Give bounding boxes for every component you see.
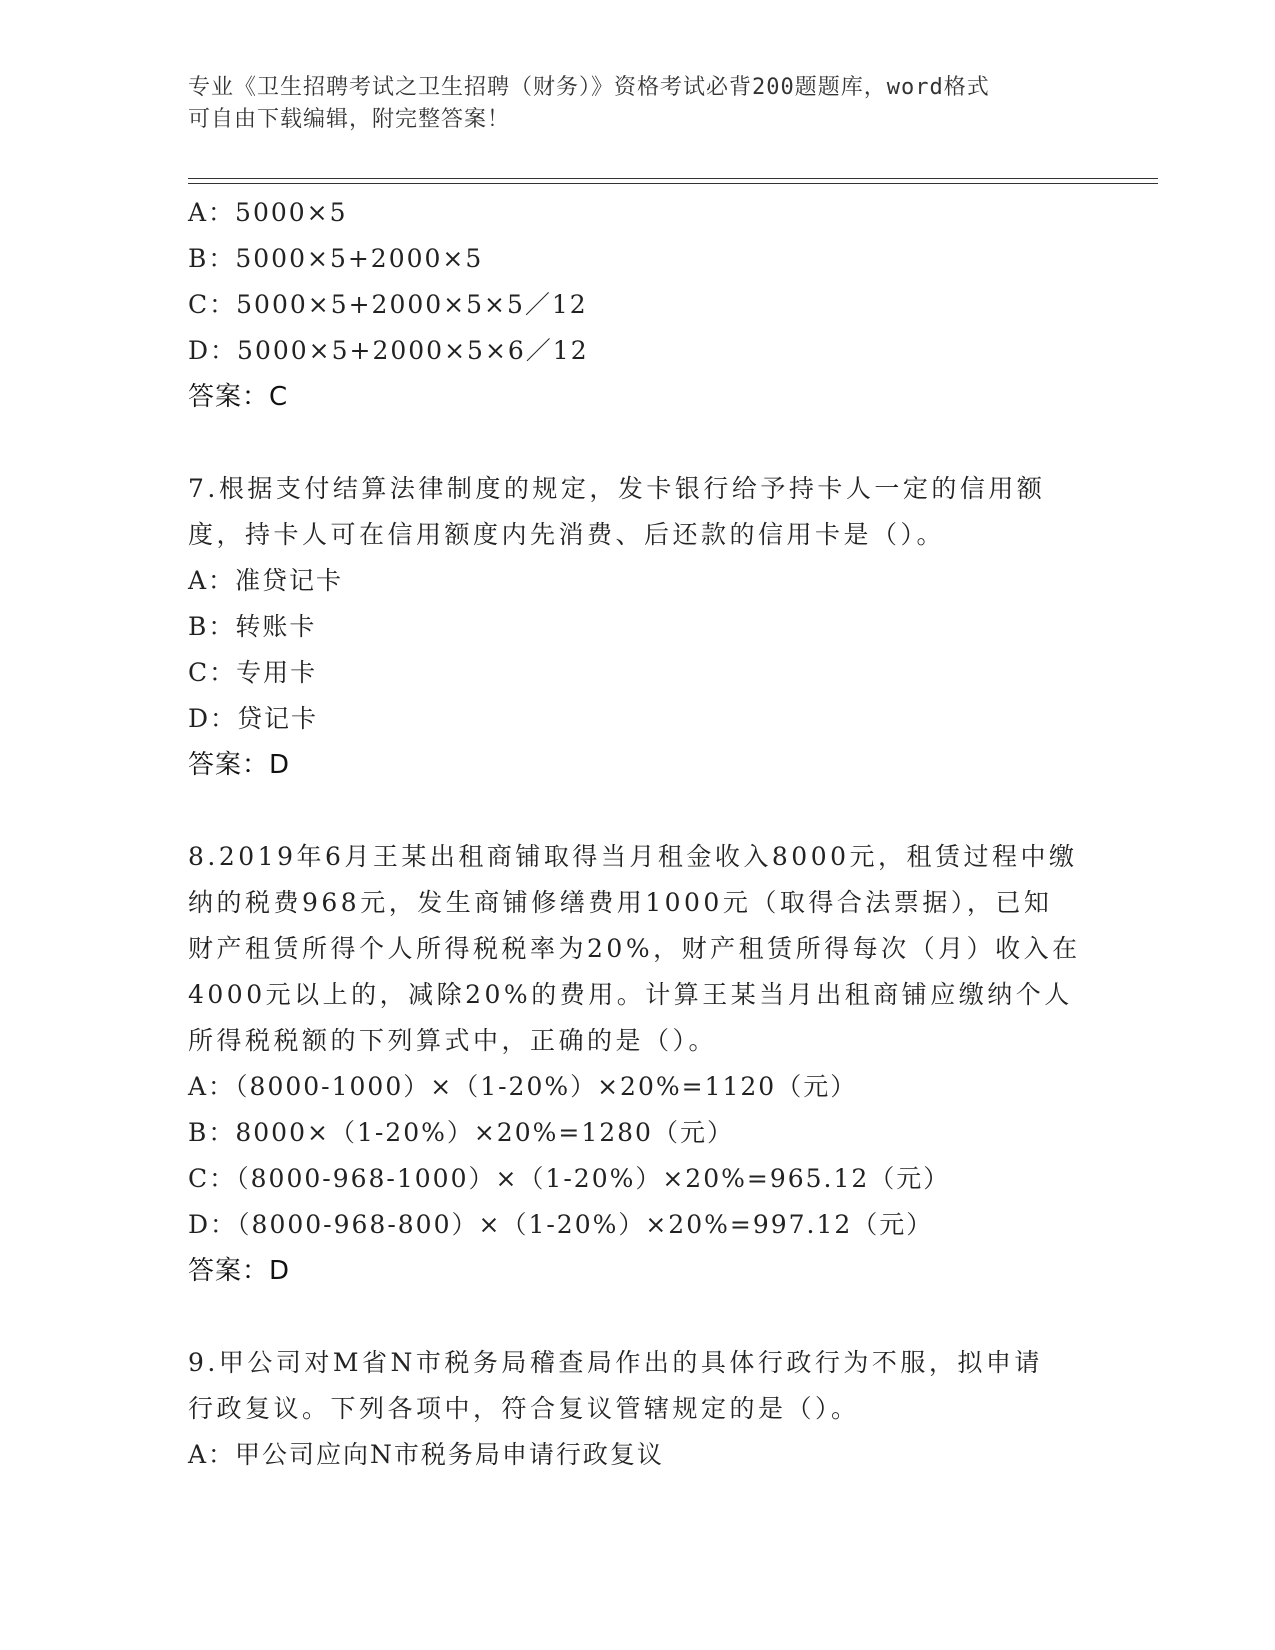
question-7-option-b: B：转账卡 [188, 612, 317, 641]
question-7-stem-line-2: 度，持卡人可在信用额度内先消费、后还款的信用卡是（）。 [188, 520, 946, 549]
question-8-stem-line-2: 纳的税费968元，发生商铺修缮费用1000元（取得合法票据），已知 [188, 888, 1053, 917]
question-8-option-c: C：（8000-968-1000）×（1-20%）×20%=965.12（元） [188, 1164, 951, 1193]
question-8-option-b: B：8000×（1-20%）×20%=1280（元） [188, 1118, 734, 1147]
header-divider-top [188, 178, 1158, 179]
question-7-option-c: C：专用卡 [188, 658, 318, 687]
spacer [188, 420, 1088, 466]
question-9-option-a: A：甲公司应向N市税务局申请行政复议 [188, 1440, 664, 1469]
question-6-option-d: D：5000×5+2000×5×6／12 [188, 336, 589, 365]
question-9-stem-line-2: 行政复议。下列各项中，符合复议管辖规定的是（）。 [188, 1394, 860, 1423]
question-8-option-a: A：（8000-1000）×（1-20%）×20%=1120（元） [188, 1072, 858, 1101]
document-header [188, 72, 1068, 136]
question-8-stem-line-5: 所得税税额的下列算式中，正确的是（）。 [188, 1026, 718, 1055]
question-6-option-b: B：5000×5+2000×5 [188, 244, 484, 273]
header-divider-bottom [188, 183, 1158, 184]
question-7-option-a: A：准贷记卡 [188, 566, 344, 595]
question-8-stem-line-3: 财产租赁所得个人所得税税率为20%，财产租赁所得每次（月）收入在 [188, 934, 1081, 963]
question-6-option-c: C：5000×5+2000×5×5／12 [188, 290, 588, 319]
question-6 [188, 190, 1088, 420]
question-9 [188, 1340, 1088, 1478]
question-8 [188, 834, 1088, 1294]
question-7 [188, 466, 1088, 788]
header-title-line-1: 专业《卫生招聘考试之卫生招聘（财务）》资格考试必背200题题库，word格式 [188, 75, 990, 100]
question-8-stem-line-1: 8.2019年6月王某出租商铺取得当月租金收入8000元，租赁过程中缴 [188, 842, 1078, 871]
question-7-option-d: D：贷记卡 [188, 704, 319, 733]
spacer [188, 1294, 1088, 1340]
question-8-stem-line-4: 4000元以上的，减除20%的费用。计算王某当月出租商铺应缴纳个人 [188, 980, 1073, 1009]
spacer [188, 788, 1088, 834]
question-7-stem-line-1: 7.根据支付结算法律制度的规定，发卡银行给予持卡人一定的信用额 [188, 474, 1046, 503]
question-6-option-a: A：5000×5 [188, 198, 348, 227]
question-8-answer: 答案：D [188, 1256, 291, 1286]
question-list [188, 190, 1088, 1478]
question-9-stem-line-1: 9.甲公司对M省N市税务局稽查局作出的具体行政行为不服，拟申请 [188, 1348, 1043, 1377]
question-6-answer: 答案：C [188, 382, 289, 412]
question-8-option-d: D：（8000-968-800）×（1-20%）×20%=997.12（元） [188, 1210, 934, 1239]
header-title-line-2: 可自由下载编辑，附完整答案！ [188, 107, 511, 132]
question-7-answer: 答案：D [188, 750, 291, 780]
